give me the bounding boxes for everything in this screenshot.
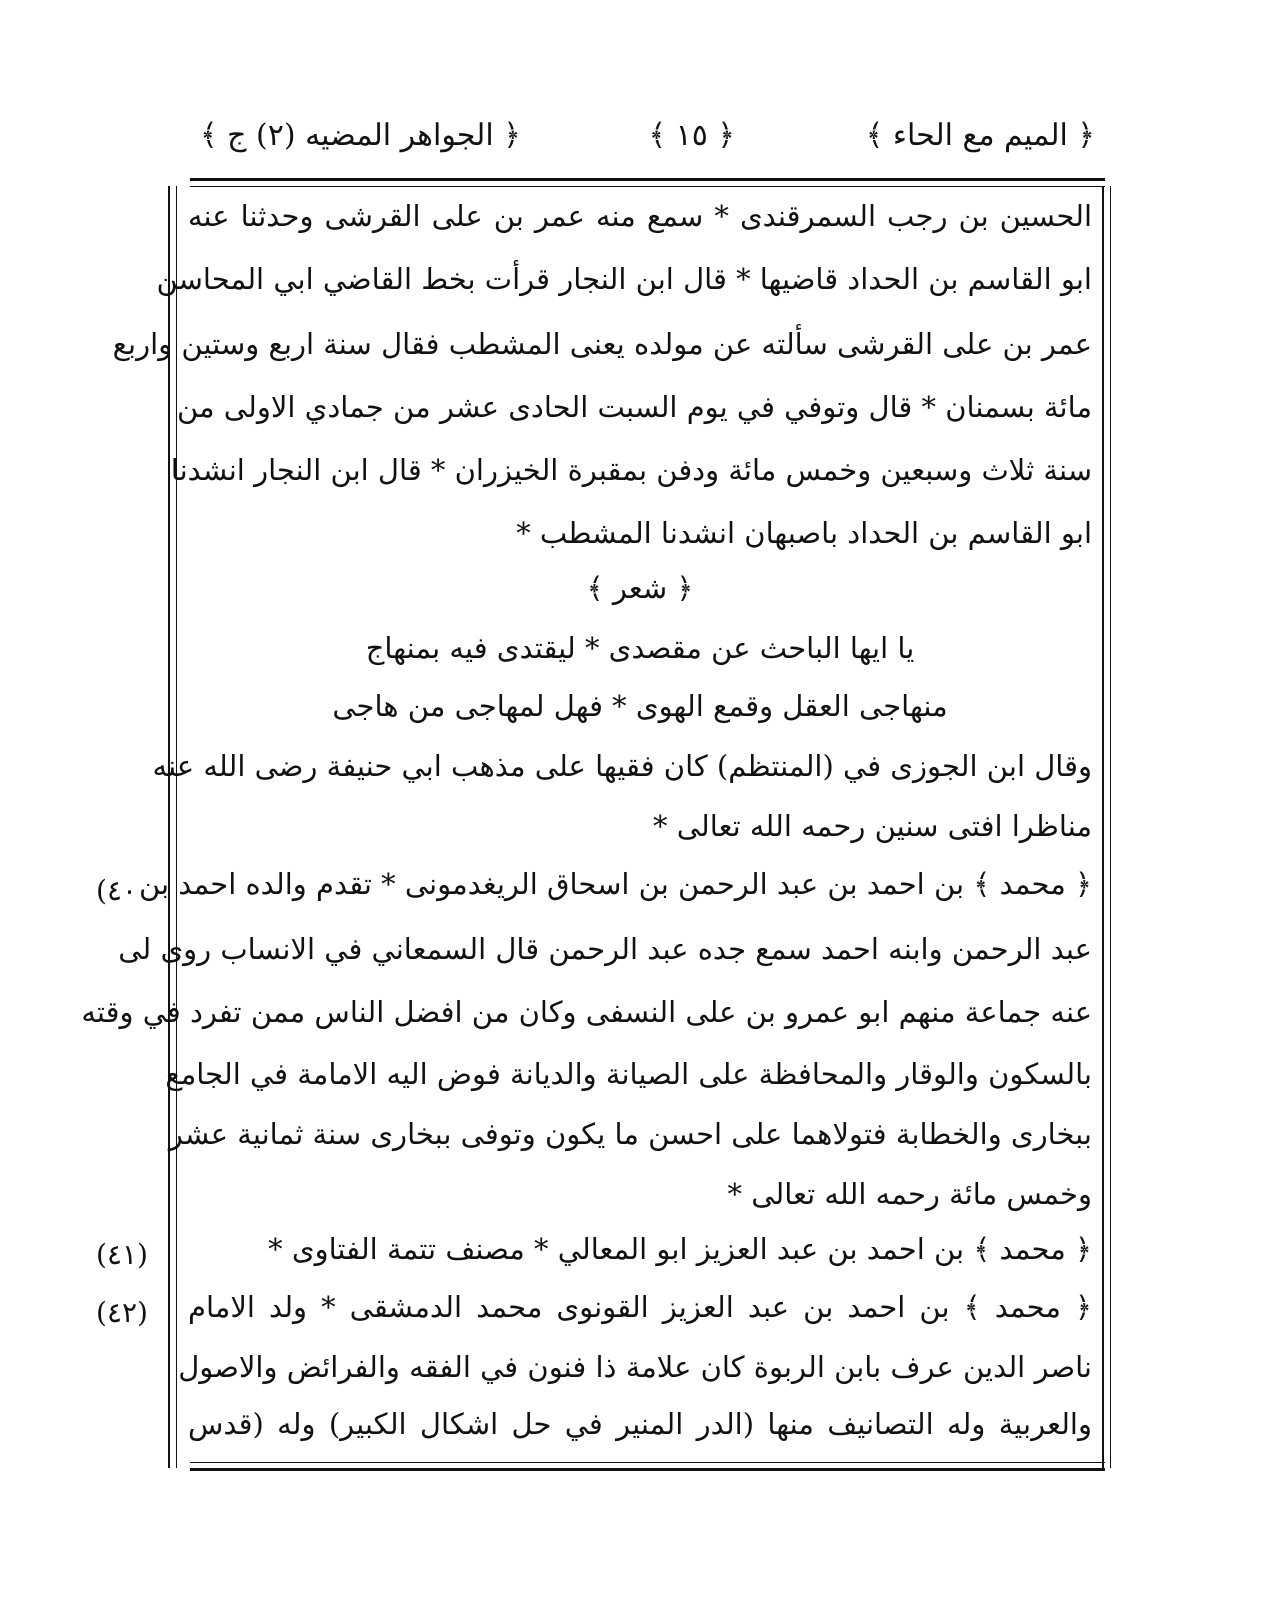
text-line: ابو القاسم بن الحداد قاضيها * قال ابن النجار قرأت بخط القاضي ابي المحاسن [156,262,1092,296]
text-line: ببخارى والخطابة فتولاهما على احسن ما يكون وتوفى ببخارى سنة ثمانية عشر [168,1117,1092,1151]
top-rule-thin [190,186,1105,187]
left-frame-rule [168,186,170,1468]
entry-line: ﴿ محمد ﴾ بن احمد بن عبد العزيز ابو المعالي * مصنف تتمة الفتاوى * [268,1232,1092,1266]
text-line: ابو القاسم بن الحداد باصبهان انشدنا المشطب * [516,516,1092,550]
right-frame-rule [1102,186,1104,1468]
text-line: وخمس مائة رحمه الله تعالى * [727,1177,1092,1211]
text-line: وقال ابن الجوزى في (المنتظم) كان فقيها على مذهب ابي حنيفة رضى الله عنه [152,749,1092,783]
entry-number: (٤٢) [96,1296,148,1329]
text-line: عمر بن على القرشى سألته عن مولده يعنى المشطب فقال سنة اربع وستين واربع [112,327,1092,361]
book-title: ﴿ الجواهر المضيه (٢) ج ﴾ [200,118,521,153]
bottom-rule-thin [190,1462,1105,1463]
text-line: بالسكون والوقار والمحافظة على الصيانة والديانة فوض اليه الامامة في الجامع [165,1057,1092,1091]
verse-line: يا ايها الباحث عن مقصدى * ليقتدى فيه بمنهاج [365,631,915,665]
bottom-rule [190,1468,1105,1471]
text-line: عبد الرحمن وابنه احمد سمع جده عبد الرحمن قال السمعاني في الانساب روى لى [118,932,1092,966]
entry-number: (٤١) [96,1238,148,1271]
text-line: عنه جماعة منهم ابو عمرو بن على النسفى وكان من افضل الناس ممن تفرد في وقته [81,995,1092,1029]
text-line: مناظرا افتى سنين رحمه الله تعالى * [653,809,1092,843]
verse-line: منهاجى العقل وقمع الهوى * فهل لمهاجى من هاجى [332,689,948,723]
entry-number: (٤٠ [96,874,138,907]
entry-line: ﴿ محمد ﴾ بن احمد بن عبد العزيز القونوى محمد الدمشقى * ولد الامام [188,1290,1092,1324]
text-line: ناصر الدين عرف بابن الربوة كان علامة ذا فنون في الفقه والفرائض والاصول [178,1350,1092,1384]
text-line: مائة بسمنان * قال وتوفي في يوم السبت الحادى عشر من جمادي الاولى من [176,390,1092,424]
text-line: سنة ثلاث وسبعين وخمس مائة ودفن بمقبرة الخيزران * قال ابن النجار انشدنا [170,453,1092,487]
left-frame-rule-thin [176,186,177,1468]
poem-heading: ﴿ شعر ﴾ [586,571,694,605]
text-line: والعربية وله التصانيف منها (الدر المنير في حل اشكال الكبير) وله (قدس [188,1407,1092,1441]
page-header [200,118,1095,170]
right-frame-rule-thin [1110,186,1111,1468]
chapter-heading: ﴿ الميم مع الحاء ﴾ [865,118,1095,153]
entry-line: ﴿ محمد ﴾ بن احمد بن عبد الرحمن بن اسحاق الريغدمونى * تقدم والده احمد بن [138,867,1092,901]
text-line: الحسين بن رجب السمرقندى * سمع منه عمر بن على القرشى وحدثنا عنه [188,199,1092,233]
top-rule [190,178,1105,181]
page-number: ﴿ ١٥ ﴾ [648,118,735,153]
